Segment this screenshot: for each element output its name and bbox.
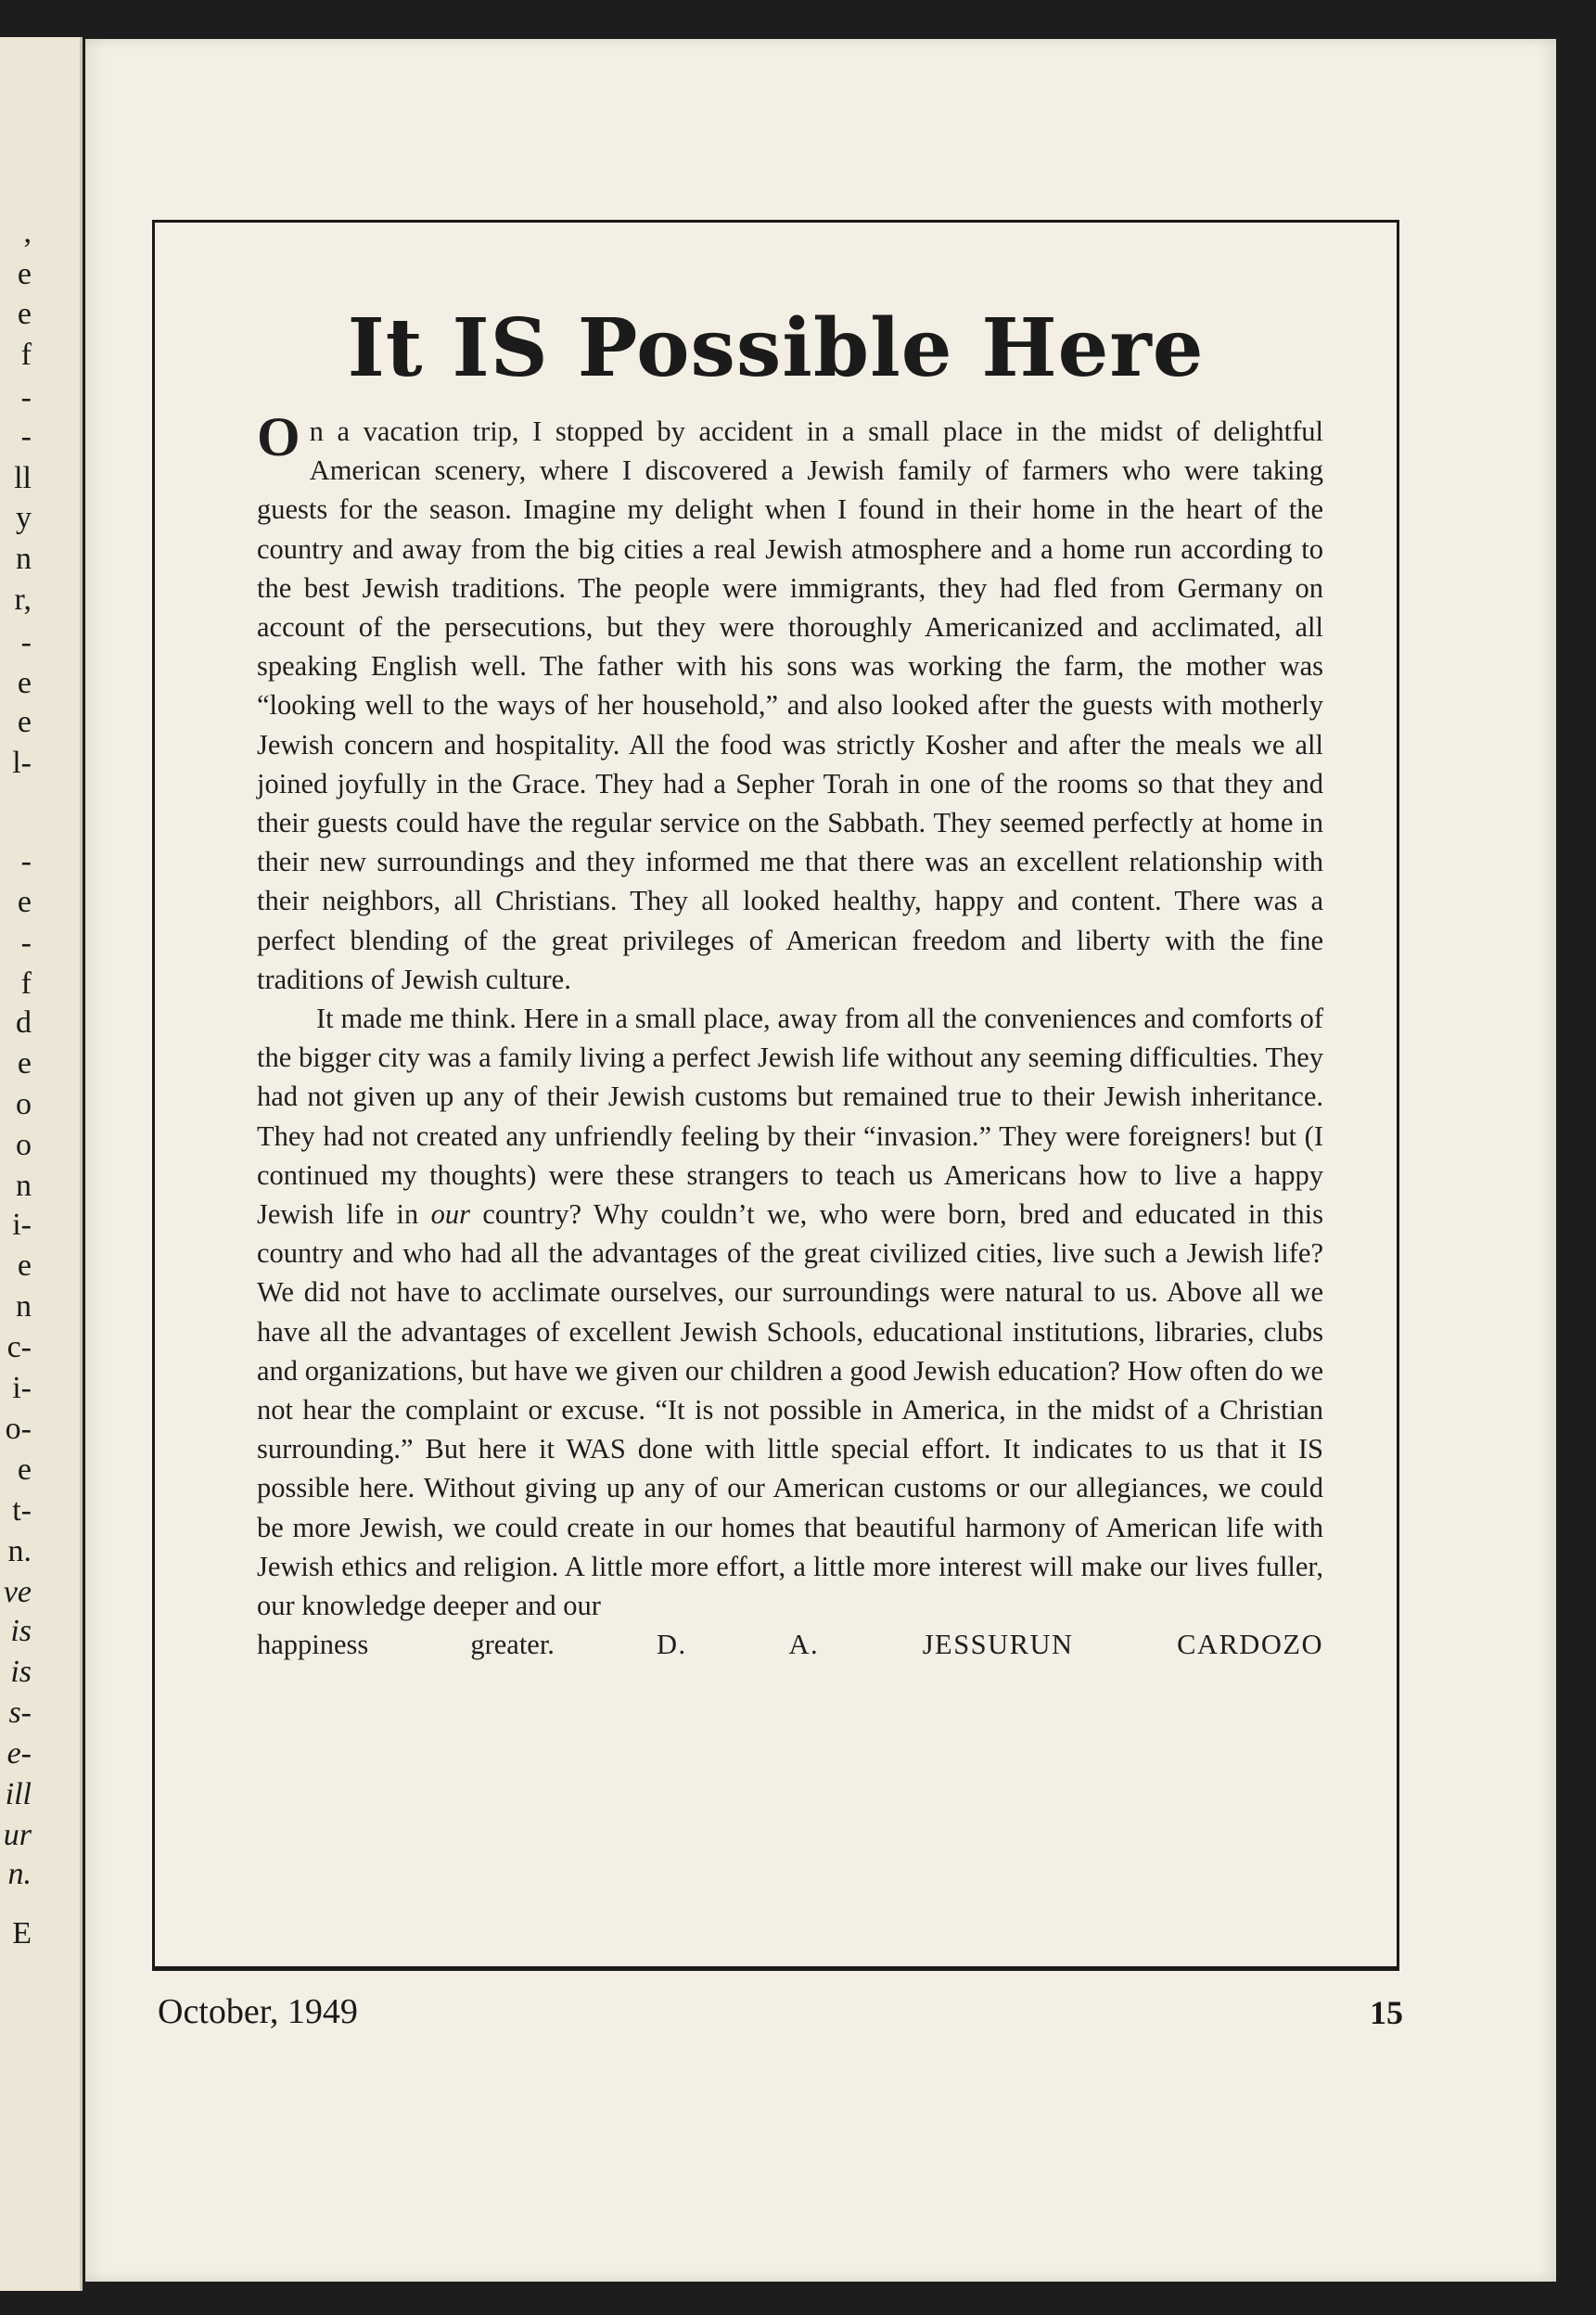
issue-date: October, 1949	[158, 1992, 358, 2031]
prev-page-fragment: -	[20, 926, 32, 960]
prev-page-fragment: e	[17, 297, 32, 331]
prev-page-fragment: ve	[3, 1575, 32, 1609]
prev-page-fragment: e	[17, 257, 32, 291]
page-number: 15	[1370, 1994, 1403, 2031]
prev-page-fragment: t-	[12, 1493, 32, 1528]
prev-page-fragment: -	[20, 625, 32, 659]
prev-page-fragment: n	[16, 1289, 32, 1324]
prev-page-fragment: is	[10, 1655, 32, 1689]
previous-page-edge	[0, 37, 83, 2291]
prev-page-fragment: l-	[12, 746, 32, 780]
prev-page-fragment: n.	[7, 1857, 32, 1891]
prev-page-fragment: ur	[3, 1818, 32, 1852]
prev-page-fragment: r,	[14, 582, 32, 617]
prev-page-fragment: s-	[8, 1695, 32, 1730]
closing-text: happiness greater.	[257, 1629, 555, 1661]
prev-page-fragment: e	[17, 885, 32, 919]
prev-page-fragment: is	[10, 1614, 32, 1648]
paragraph-2-text-a: It made me think. Here in a small place, away from all the conveniences and comforts of the bigger city was a family living a perfect Jewish life without any seeming difficulties. They had not given up any of their Jewish customs but remained true to their Jewish inheritance. They had not created any unfriendly feeling by their “invasion.” They were foreigners! but (I continued my thoughts) were these strangers to teach us Americans how to live a happy Jewish life in	[257, 1003, 1323, 1231]
prev-page-fragment: f	[20, 966, 32, 1001]
paragraph-1	[257, 406, 1323, 999]
prev-page-fragment: c-	[6, 1330, 32, 1364]
paragraph-1-text: n a vacation trip, I stopped by accident in a small place in the midst of delightful American scenery, where I discovered a Jewish family of farmers who were taking guests for the season. Imagine my delight when I found in their home in the heart of the country and away from the big cities a real Jewish atmosphere and a home run according to the best Jewish traditions. The people were immigrants, they had fled from Germany on account of the persecutions, but they were thoroughly Americanized and acclimated, all speaking English well. The father with his sons was working the farm, the mother was “looking well to the ways of her household,” and also looked after the guests with motherly Jewish concern and hospitality. All the food was strictly Kosher and after the meals we all joined joyfully in the Grace. They had a Sepher Torah in one of the rooms so that they and their guests could have the regular service on the Sabbath. They seemed perfectly at home in their new surroundings and they informed me that there was an excellent relationship with their neighbors, all Christians. They all looked healthy, happy and content. There was a perfect blending of the great privileges of American freedom and liberty with the fine traditions of Jewish culture.	[257, 416, 1323, 995]
article-frame	[152, 220, 1399, 1971]
prev-page-fragment: -	[20, 844, 32, 878]
article-title: It IS Possible Here	[347, 301, 1205, 395]
drop-cap: O	[257, 406, 300, 467]
article-body	[257, 406, 1324, 1665]
prev-page-fragment: E	[12, 1916, 32, 1950]
prev-page-fragment: -	[20, 419, 32, 454]
signature-line	[257, 1625, 1323, 1664]
paragraph-2	[257, 999, 1323, 1625]
prev-page-fragment: e	[17, 1452, 32, 1487]
prev-page-fragment: ill	[5, 1777, 32, 1811]
prev-page-fragment: e	[17, 705, 32, 739]
prev-page-fragment: ,	[23, 215, 32, 249]
prev-page-fragment: o	[16, 1128, 32, 1162]
paragraph-2-text-b: country? Why couldn’t we, who were born, bred and educated in this country and who had all the advantages of the great civilized cities, live such a Jewish life? We did not have to acclimate ourselves, our surroundings were natural to us. Above all we have all the advantages of excellent Jewish Schools, educational institutions, libraries, clubs and organizations, but have we given our children a good Jewish education? How often do we not hear the complaint or excuse. “It is not possible in America, in the midst of a Christian surrounding.” But here it WAS done with little special effort. It indicates to us that it IS possible here. Without giving up any of our American customs or our allegiances, we could be more Jewish, we could create in our homes that beautiful harmony of American life with Jewish ethics and religion. A little more effort, a little more interest will make our lives fuller, our knowledge deeper and our	[257, 1198, 1323, 1622]
author-byline: D. A. JESSURUN CARDOZO	[656, 1629, 1324, 1661]
prev-page-fragment: n	[16, 542, 32, 576]
prev-page-fragment: i-	[12, 1371, 32, 1405]
prev-page-fragment: o	[16, 1087, 32, 1121]
prev-page-fragment: e-	[6, 1736, 32, 1771]
magazine-page	[85, 39, 1556, 2282]
prev-page-fragment: n.	[7, 1534, 32, 1568]
prev-page-fragment: ll	[14, 461, 32, 495]
prev-page-fragment: e	[17, 1248, 32, 1283]
prev-page-fragment: -	[20, 380, 32, 415]
prev-page-fragment: d	[16, 1005, 32, 1040]
prev-page-fragment: n	[16, 1169, 32, 1203]
prev-page-fragment: y	[16, 501, 32, 535]
prev-page-fragment: f	[20, 338, 32, 372]
prev-page-fragment: o-	[5, 1412, 32, 1446]
italic-word: our	[430, 1198, 470, 1231]
prev-page-fragment: e	[17, 666, 32, 700]
prev-page-fragment: i-	[12, 1208, 32, 1242]
prev-page-fragment: e	[17, 1046, 32, 1081]
